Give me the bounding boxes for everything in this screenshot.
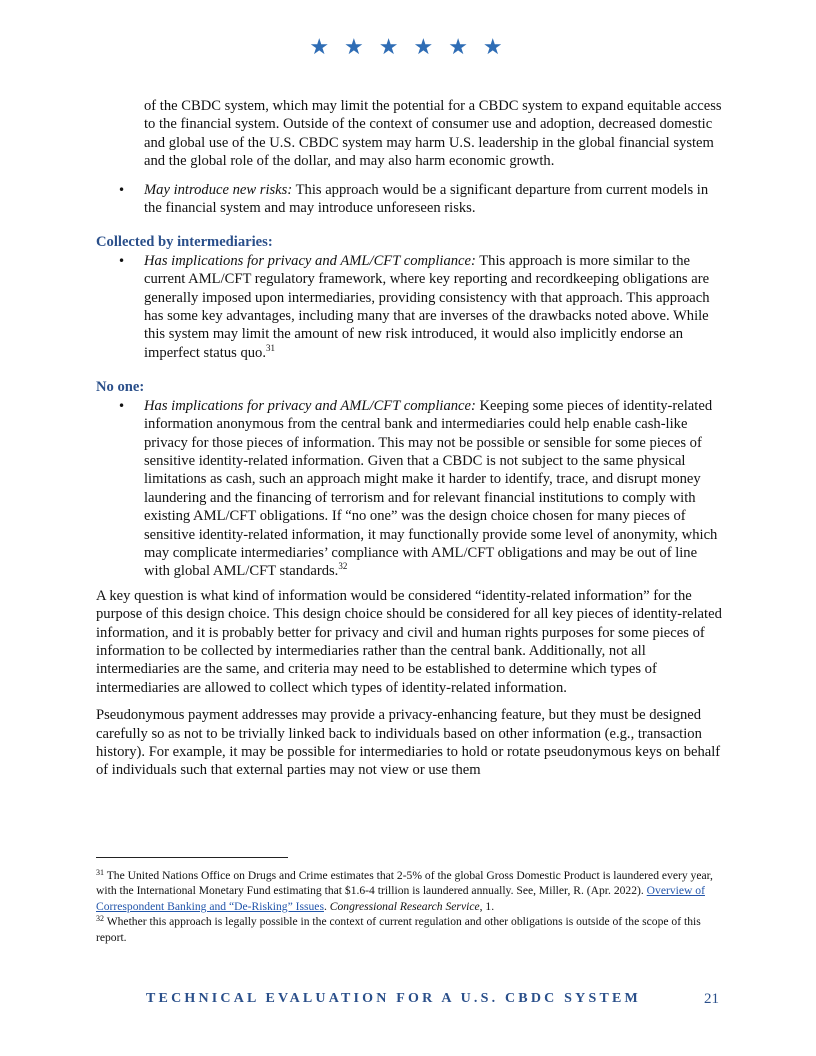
- bullet-list: [96, 252, 722, 362]
- footnote-ref[interactable]: 32: [338, 561, 348, 572]
- footnote-32: [96, 914, 722, 945]
- footnote-text: Whether this approach is legally possible in the context of current regulation and other obligations is outside of the scope of this report.: [96, 915, 701, 944]
- bullet-label: Has implications for privacy and AML/CFT compliance:: [144, 252, 476, 269]
- footnote-journal: Congressional Research Service: [329, 899, 480, 913]
- footnote-31: [96, 868, 722, 914]
- bullet-icon: •: [118, 182, 126, 197]
- bullet-list: [96, 397, 722, 581]
- header-stars: ★ ★ ★ ★ ★ ★: [309, 35, 507, 60]
- body-paragraph: Pseudonymous payment addresses may provide a privacy-enhancing feature, but they must be designed carefully so as not to be trivially linked back to individuals based on other information (e.g., transaction history). For example, it may be possible for intermediaries to hold or rotate pseudonymous keys on behalf of individuals such that external parties may not view or use them: [96, 707, 721, 779]
- body-paragraph: A key question is what kind of information would be considered “identity-related information” for the purpose of this design choice. This design choice should be considered for all key pieces of identity-related information, and it is probably better for privacy and civil and human rights purposes for some pieces of information to be collected by intermediaries rather than the central bank. Additionally, not all intermediaries are the same, and criteria may need to be established to determine which types of intermediaries are allowed to collect which types of identity-related information.: [96, 587, 722, 696]
- footnotes: [96, 868, 722, 945]
- bullet-text: This approach is more similar to the current AML/CFT regulatory framework, where key reporting and recordkeeping obligations are generally imposed upon intermediaries, providing consistency with that approach. This approach has some key advantages, including many that are inverses of the drawbacks noted above. While this system may limit the amount of new risk introduced, it would also implicitly endorse an imperfect status quo.: [144, 252, 710, 361]
- page-number: 21: [704, 991, 719, 1007]
- footnote-text: .: [323, 899, 330, 913]
- bullet-label: May introduce new risks:: [144, 181, 293, 198]
- footnote-number: 31: [96, 868, 104, 877]
- footnote-text: The United Nations Office on Drugs and Crime estimates that 2-5% of the global Gross Domestic Product is laundered every year, with the International Monetary Fund estimating that $1.6-4 trillion is laundered annually. See, Miller, R. (Apr. 2022).: [96, 869, 713, 898]
- section-heading-no-one: No one:: [96, 379, 145, 396]
- page-body: [96, 97, 722, 780]
- bullet-label: Has implications for privacy and AML/CFT compliance:: [144, 397, 476, 414]
- bullet-icon: •: [118, 253, 126, 268]
- bullet-list: [96, 181, 722, 218]
- section-heading-intermediaries: Collected by intermediaries:: [96, 234, 273, 251]
- list-item: [96, 397, 722, 581]
- bullet-text: Keeping some pieces of identity-related information anonymous from the central bank and intermediaries could help enable cash-like privacy for those pieces of information. This may not be possible or sensible for some pieces of sensitive identity-related information. Given that a CBDC is not subject to the same physical limitations as cash, such an approach might make it harder to identify, trace, and disrupt money laundering and the financing of terrorism and for relevant financial institutions to comply with existing AML/CFT obligations. If “no one” was the design choice chosen for many pieces of sensitive identity-related information, it may functionally provide some level of anonymity, which may complicate intermediaries’ compliance with AML/CFT obligations and may be out of line with global AML/CFT standards.: [144, 397, 718, 580]
- bullet-text: This approach would be a significant departure from current models in the financial system and may introduce unforeseen risks.: [144, 181, 709, 217]
- footnote-ref[interactable]: 31: [266, 342, 275, 353]
- footnote-text: , 1.: [479, 899, 495, 913]
- footnote-divider: [96, 857, 288, 858]
- list-item: [96, 181, 722, 218]
- bullet-icon: •: [118, 398, 126, 413]
- continued-text: of the CBDC system, which may limit the potential for a CBDC system to expand equitable access to the financial system. Outside of the context of consumer use and adoption, decreased domestic and global use of the U.S. CBDC system may harm U.S. leadership in the global financial system and the global role of the dollar, and may also harm economic growth.: [144, 98, 722, 170]
- footnote-number: 32: [96, 914, 104, 924]
- footer-title: TECHNICAL EVALUATION FOR A U.S. CBDC SYSTEM: [146, 991, 641, 1006]
- footnote-link[interactable]: Overview of Correspondent Banking and “De-Risking” Issues: [96, 884, 705, 913]
- list-item: [96, 252, 722, 362]
